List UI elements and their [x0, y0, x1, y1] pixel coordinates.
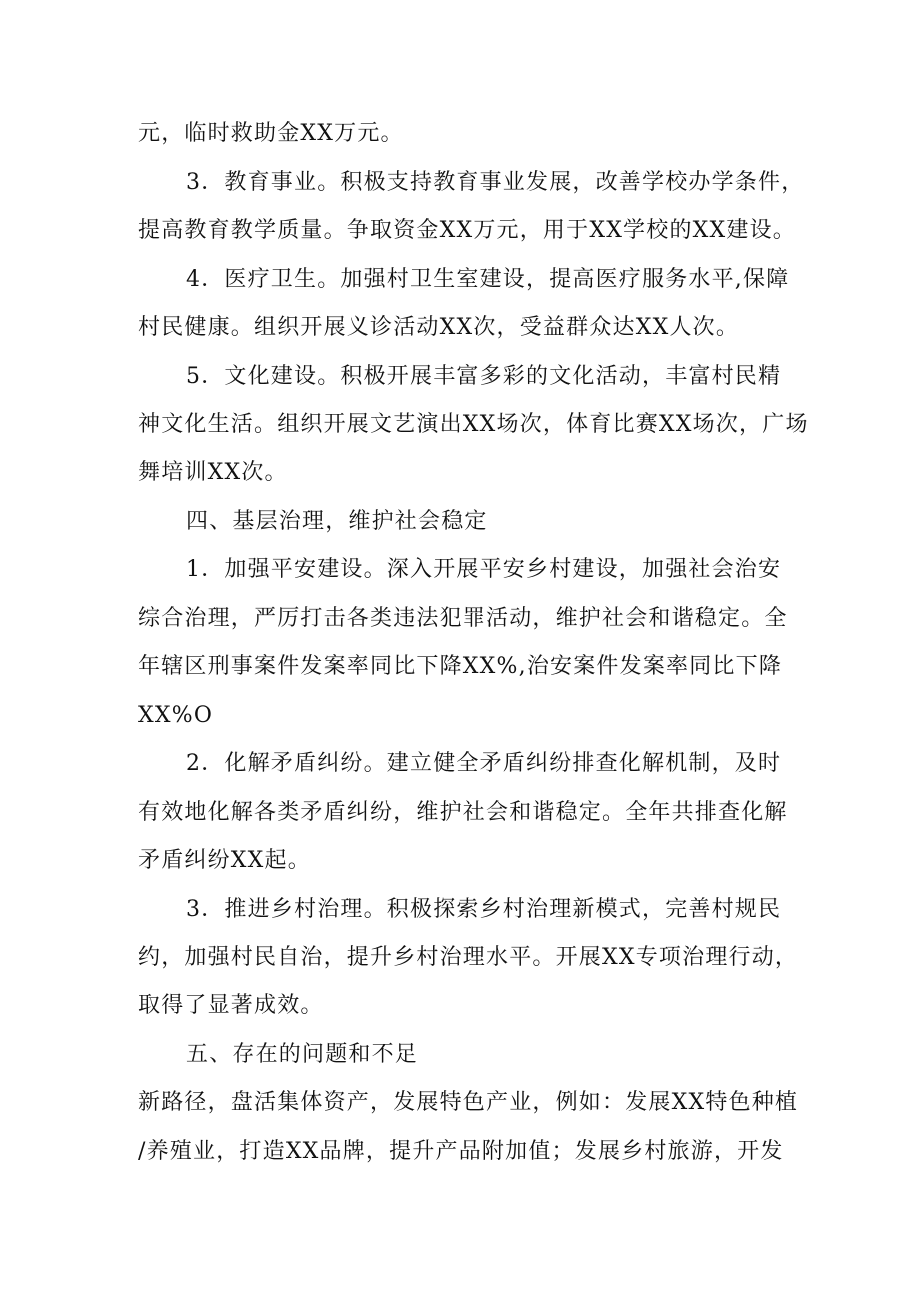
list-item-education: 3．教育事业。积极支持教育事业发展，改善学校办学条件， [186, 170, 805, 195]
text-line: /养殖业，打造XX品牌，提升产品附加值；发展乡村旅游，开发 [138, 1139, 784, 1164]
text-line: 舞培训XX次。 [138, 460, 288, 485]
text-line: 神文化生活。组织开展文艺演出XX场次，体育比赛XX场次，广场 [138, 412, 809, 437]
list-item-rural-governance: 3．推进乡村治理。积极探索乡村治理新模式，完善村规民 [186, 897, 782, 922]
section-heading-governance: 四、基层治理，维护社会稳定 [186, 509, 488, 534]
text-line: 新路径，盘活集体资产，发展特色产业，例如：发展XX特色种植 [138, 1090, 799, 1115]
section-heading-problems: 五、存在的问题和不足 [186, 1042, 419, 1067]
list-item-culture: 5．文化建设。积极开展丰富多彩的文化活动，丰富村民精 [186, 364, 782, 389]
text-line: XX%O [138, 703, 214, 728]
list-item-disputes: 2．化解矛盾纠纷。建立健全矛盾纠纷排查化解机制，及时 [186, 751, 782, 776]
text-line: 村民健康。组织开展义诊活动XX次，受益群众达XX人次。 [138, 315, 740, 340]
list-item-health: 4．医疗卫生。加强村卫生室建设，提高医疗服务水平,保障 [186, 267, 790, 292]
text-line: 取得了显著成效。 [138, 993, 324, 1018]
text-line: 约，加强村民自治，提升乡村治理水平。开展XX专项治理行动， [138, 945, 799, 970]
text-line: 元，临时救助金XX万元。 [138, 121, 404, 146]
text-line: 提高教育教学质量。争取资金XX万元，用于XX学校的XX建设。 [138, 218, 796, 243]
text-line: 综合治理，严厉打击各类违法犯罪活动，维护社会和谐稳定。全 [138, 606, 788, 631]
text-line: 有效地化解各类矛盾纠纷，维护社会和谐稳定。全年共排查化解 [138, 800, 788, 825]
text-line: 年辖区刑事案件发案率同比下降XX%,治安案件发案率同比下降 [138, 654, 783, 679]
list-item-safety: 1．加强平安建设。深入开展平安乡村建设，加强社会治安 [186, 557, 782, 582]
text-line: 矛盾纠纷XX起。 [138, 848, 311, 873]
